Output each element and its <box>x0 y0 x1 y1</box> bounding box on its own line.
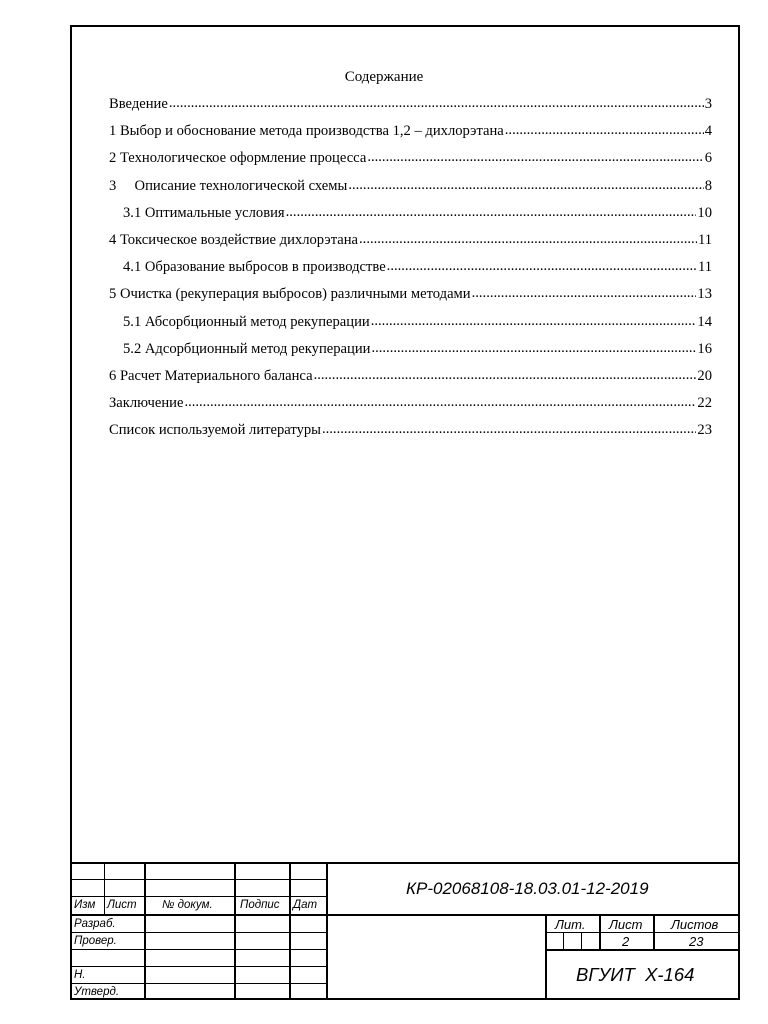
toc-entry-label: 5.2 Адсорбционный метод рекуперации <box>123 340 371 357</box>
toc-leader-dots <box>348 177 703 194</box>
sheets-value: 23 <box>689 934 704 949</box>
toc-entry-label: Заключение <box>109 395 184 412</box>
toc-entry <box>109 232 712 259</box>
toc-title: Содержание <box>344 69 424 85</box>
toc-entry <box>109 96 712 123</box>
toc-entry-page: 6 <box>704 150 712 167</box>
toc-leader-dots <box>286 204 697 221</box>
sheet-label: Лист <box>609 917 643 932</box>
toc-entry-label: 4.1 Образование выбросов в производстве <box>123 259 386 276</box>
document-code: КР-02068108-18.03.01-12-2019 <box>406 879 649 898</box>
toc-entry <box>109 395 712 422</box>
row-n: Н. <box>74 969 86 981</box>
toc-entry-label: 6 Расчет Материального баланса <box>109 367 313 384</box>
toc-entry-label: 3.1 Оптимальные условия <box>123 204 285 221</box>
toc-entry-page: 10 <box>697 204 712 221</box>
toc-entry-label: Список используемой литературы <box>109 422 321 439</box>
toc-leader-dots <box>184 394 696 411</box>
toc-entry <box>109 341 712 368</box>
row-prover: Провер. <box>74 935 117 947</box>
toc-leader-dots <box>169 95 704 112</box>
toc-entry-label: 2 Технологическое оформление процесса <box>109 150 367 167</box>
toc-entry <box>109 286 712 313</box>
toc-leader-dots <box>387 258 697 275</box>
toc-leader-dots <box>505 122 704 139</box>
toc-entry <box>109 314 712 341</box>
col-doc-no: № докум. <box>162 899 213 911</box>
toc-entry <box>109 178 712 205</box>
row-utverd: Утверд. <box>74 986 120 998</box>
toc-entry-page: 14 <box>697 313 712 330</box>
col-izm: Изм <box>74 899 96 911</box>
toc-entry-page: 11 <box>697 259 712 276</box>
toc-entry <box>109 205 712 232</box>
toc-entry-page: 4 <box>704 123 712 140</box>
toc-leader-dots <box>472 285 697 302</box>
toc-entry-label: Введение <box>109 96 168 112</box>
sheets-label: Листов <box>671 917 719 932</box>
toc-leader-dots <box>322 421 696 438</box>
toc-entry <box>109 422 712 449</box>
col-date: Дат <box>293 899 318 911</box>
toc-entry <box>109 368 712 395</box>
toc-entry-label: 5.1 Абсорбционный метод рекуперации <box>123 313 370 330</box>
toc-leader-dots <box>367 149 703 166</box>
col-list: Лист <box>107 899 137 911</box>
toc-entry-page: 13 <box>697 286 712 303</box>
toc-leader-dots <box>359 231 697 248</box>
toc-entry <box>109 259 712 286</box>
toc-leader-dots <box>371 313 697 330</box>
toc-leader-dots <box>314 367 697 384</box>
toc-entry-page: 23 <box>697 422 712 439</box>
toc-entry <box>109 150 712 177</box>
col-sign: Подпис <box>240 899 280 911</box>
toc-entry-page: 8 <box>704 177 712 194</box>
lit-label: Лит. <box>555 917 586 932</box>
toc-entry-page: 3 <box>704 96 712 112</box>
toc-leader-dots <box>371 340 696 357</box>
organization: ВГУИТ Х-164 <box>576 964 695 985</box>
row-razrab: Разраб. <box>74 918 116 930</box>
title-block <box>70 862 740 1000</box>
toc-entry-page: 20 <box>697 367 712 384</box>
toc-entry-page: 22 <box>697 395 712 412</box>
toc-entry-label: 5 Очистка (рекуперация выбросов) различными методами <box>109 286 471 303</box>
toc-entry-page: 16 <box>697 340 712 357</box>
toc-entry-label: 3 Описание технологической схемы <box>109 177 348 194</box>
toc-entry-label: 4 Токсическое воздействие дихлорэтана <box>109 231 359 248</box>
toc-entry-label: 1 Выбор и обоснование метода производства 1,2 – дихлорэтана <box>109 123 504 140</box>
table-of-contents <box>109 96 712 449</box>
toc-entry-page: 11 <box>697 231 712 248</box>
toc-entry <box>109 123 712 150</box>
sheet-value: 2 <box>622 934 630 949</box>
